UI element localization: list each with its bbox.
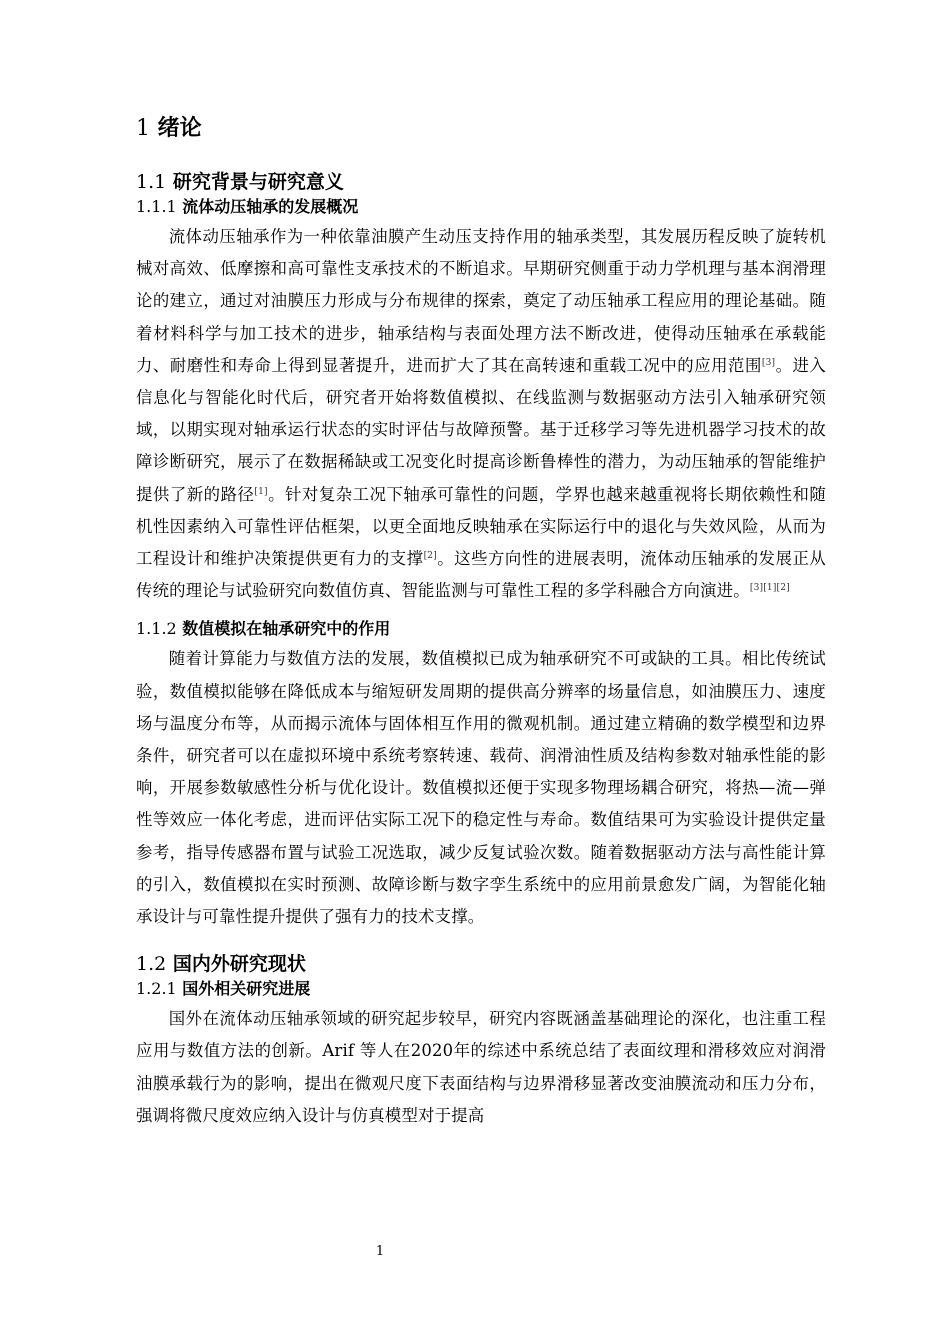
chapter-heading — [136, 110, 826, 147]
citation: [2] — [423, 551, 437, 562]
citation: [1] — [254, 486, 268, 497]
paragraph-numerical-simulation: 随着计算能力与数值方法的发展，数值模拟已成为轴承研究不可或缺的工具。相比传统试验，数值模拟能够在降低成本与缩短研发周期的提供高分辨率的场量信息，如油膜压力、速度场与温度分布等，从而揭示流体与固体相互作用的微观机制。通过建立精确的数学模型和边界条件，研究者可以在虚拟环境中系统考察转速、载荷、润滑油性质及结构参数对轴承性能的影响，开展参数敏感性分析与优化设计。数值模拟还便于实现多物理场耦合研究，将热—流—弹性等效应一体化考虑，进而评估实际工况下的稳定性与寿命。数值结果可为实验设计提供定量参考，指导传感器布置与试验工况选取，减少反复试验次数。随着数据驱动方法与高性能计算的引入，数值模拟在实时预测、故障诊断与数字孪生系统中的应用前景愈发广阔，为智能化轴承设计与可靠性提升提供了强有力的技术支撑。 — [136, 649, 826, 927]
citation: [3] — [761, 357, 776, 368]
subsection-number: 1.1.2 — [136, 619, 177, 639]
section-heading-1-2 — [136, 951, 826, 977]
subsection-heading-1-2-1 — [136, 977, 826, 1001]
subsection-title: 流体动压轴承的发展概况 — [182, 197, 359, 216]
subsection-number: 1.1.1 — [136, 197, 177, 216]
subsection-heading-1-1-2 — [136, 617, 826, 641]
section-title: 研究背景与研究意义 — [172, 171, 344, 193]
page-number: 1 — [375, 1244, 385, 1259]
chapter-number: 1 — [136, 116, 150, 141]
subsection-title: 数值模拟在轴承研究中的作用 — [182, 619, 391, 639]
section-number: 1.1 — [136, 171, 167, 193]
paragraph-bearing-development: 流体动压轴承作为一种依靠油膜产生动压支持作用的轴承类型，其发展历程反映了旋转机械对高效、低摩擦和高可靠性支承技术的不断追求。早期研究侧重于动力学机理与基本润滑理论的建立，通过对油膜压力形成与分布规律的探索，奠定了动压轴承工程应用的理论基础。随着材料科学与加工技术的进步，轴承结构与表面处理方法不断改进，使得动压轴承在承载能力、耐磨性和寿命上得到显著提升，进而扩大了其在高转速和重载工况中的应用范围[3]。进入信息化与智能化时代后，研究者开始将数值模拟、在线监测与数据驱动方法引入轴承研究领域，以期实现对轴承运行状态的实时评估与故障预警。基于迁移学习等先进机器学习技术的故障诊断研究，展示了在数据稀缺或工况变化时提高诊断鲁棒性的潜力，为动压轴承的智能维护提供了新的路径[1]。针对复杂工况下轴承可靠性的问题，学界也越来越重视将长期依赖性和随机性因素纳入可靠性评估框架，以更全面地反映轴承在实际运行中的退化与失效风险，从而为工程设计和维护决策提供更有力的支撑[2]。这些方向性的进展表明，流体动压轴承的发展正从传统的理论与试验研究向数值仿真、智能监测与可靠性工程的多学科融合方向演进。[3][1][2] — [136, 227, 826, 601]
subsection-title: 国外相关研究进展 — [182, 979, 311, 999]
chapter-title: 绪论 — [157, 115, 202, 141]
section-heading-1-1 — [136, 169, 826, 195]
section-title: 国内外研究现状 — [172, 953, 306, 976]
subsection-heading-1-1-1 — [136, 195, 826, 219]
section-number: 1.2 — [136, 953, 167, 976]
subsection-number: 1.2.1 — [136, 979, 177, 999]
citation: [3][1][2] — [749, 583, 790, 594]
paragraph-foreign-research: 国外在流体动压轴承领域的研究起步较早，研究内容既涵盖基础理论的深化，也注重工程应用与数值方法的创新。Arif 等人在2020年的综述中系统总结了表面纹理和滑移效应对润滑油膜承载行为的影响，提出在微观尺度下表面结构与边界滑移显著改变油膜流动和压力分布，强调将微尺度效应纳入设计与仿真模型对于提高 — [136, 1009, 826, 1125]
document-page — [136, 110, 826, 1132]
